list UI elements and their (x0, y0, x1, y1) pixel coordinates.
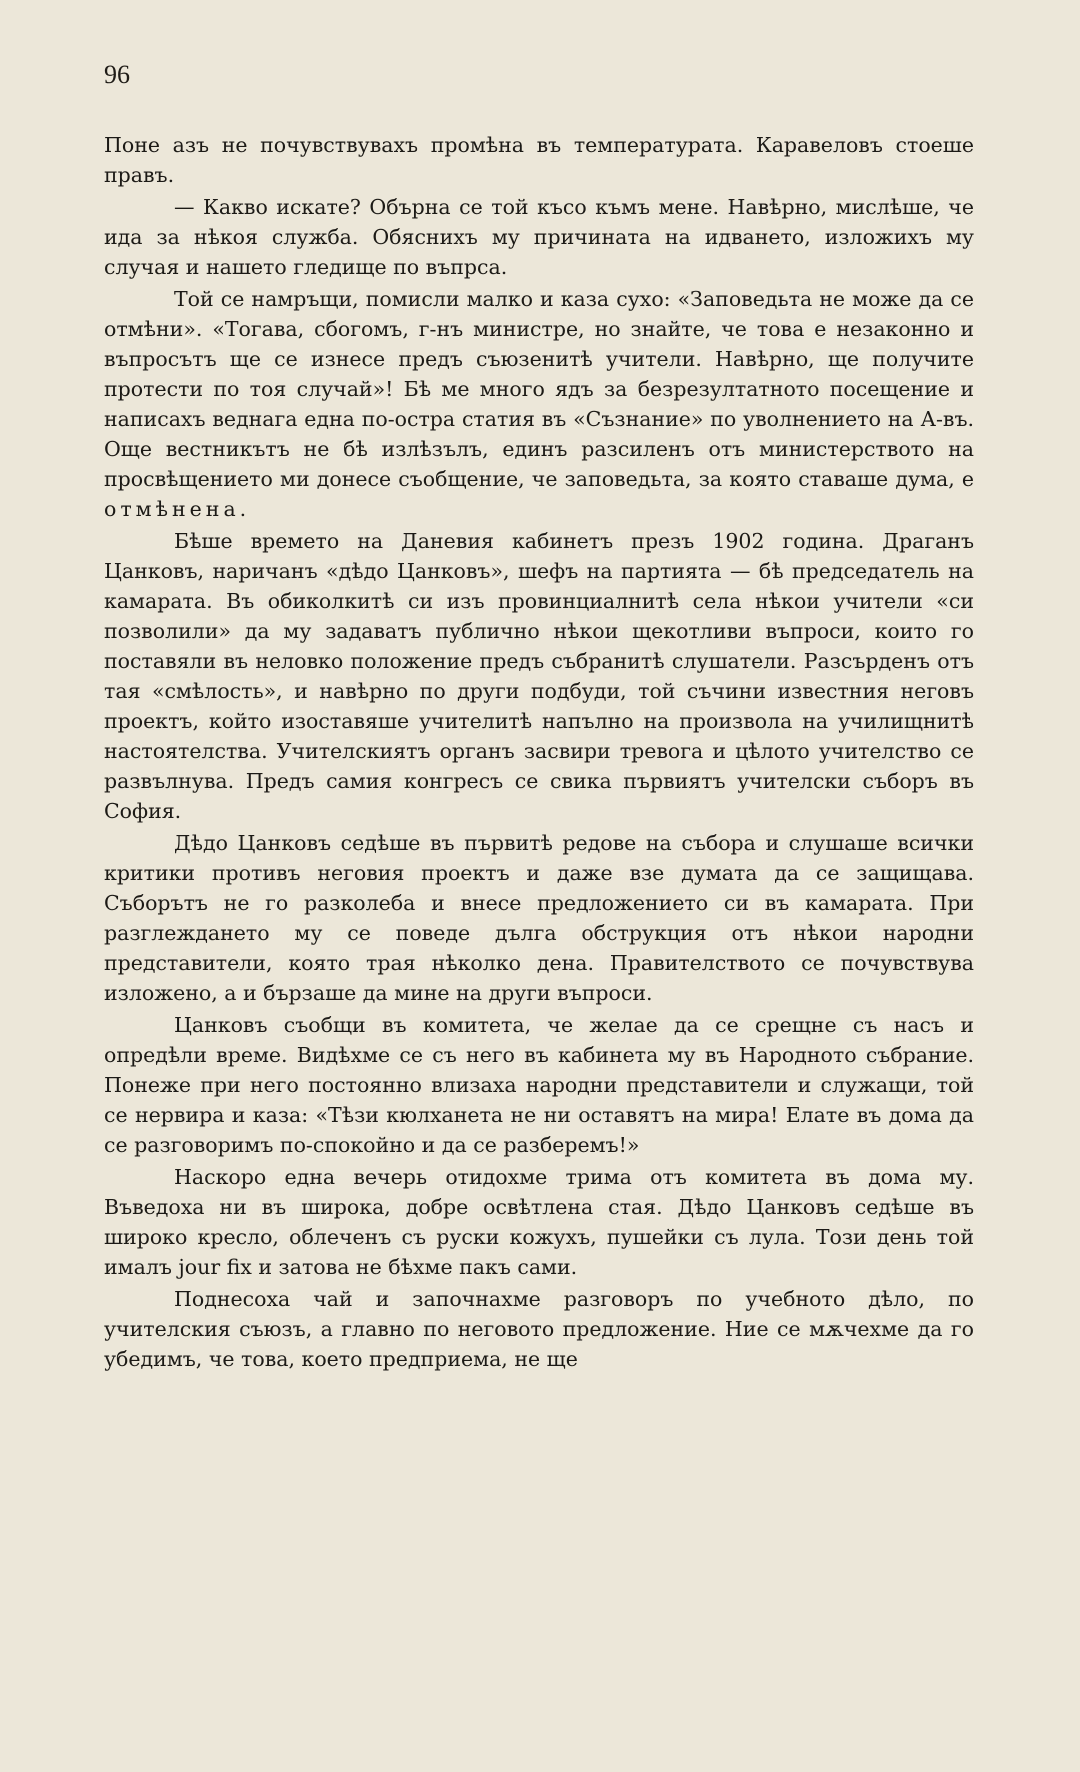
paragraph-3-text: Той се намръщи, помисли малко и каза сухо: «Заповедьта не може да се отмѣни». «Тогава, сбогомъ, г-нъ министре, но знайте, че това е незаконно и въпросътъ ще се изнесе предъ съюзенитѣ учители. Навѣрно, ще получите протести по тоя случай»! Бѣ ме много ядъ за безрезултатното посещение и написахъ веднага една по-остра статия въ «Съзнание» по уволнението на А-въ. Още вестникътъ не бѣ излѣзълъ, единъ разсиленъ отъ министерството на просвѣщението ми донесе съобщение, че заповедьта, за която ставаше дума, е (104, 287, 974, 491)
paragraph-2: — Какво искате? Обърна се той късо къмъ мене. Навѣрно, мислѣше, че ида за нѣкоя служба. Обяснихъ му причината на идването, изложихъ му случая и нашето гледище по въпрса. (104, 195, 974, 279)
paragraph-7: Наскоро една вечерь отидохме трима отъ комитета въ дома му. Въведоха ни въ широка, добре освѣтлена стая. Дѣдо Цанковъ седѣше въ широко кресло, облеченъ съ руски кожухъ, пушейки съ лула. Този день той ималъ jour fix и затова не бѣхме пакъ сами. (104, 1165, 974, 1279)
body-text (104, 130, 974, 1376)
paragraph-8: Поднесоха чай и започнахме разговоръ по учебното дѣло, по учителския съюзъ, а главно по неговото предложение. Ние се мѫчехме да го убедимъ, че това, което предприема, не ще (104, 1287, 974, 1371)
paragraph-1: Поне азъ не почувствувахъ промѣна въ температурата. Карaвеловъ стоеше правъ. (104, 133, 974, 187)
page-number: 96 (104, 60, 130, 89)
paragraph-6: Цанковъ съобщи въ комитета, че желае да се срещне съ насъ и опредѣли време. Видѣхме се съ него въ кабинета му въ Народното събрание. Понеже при него постоянно влизаха народни представители и служащи, той се нервира и каза: «Тѣзи кюлханета не ни оставятъ на мира! Елате въ дома да се разговоримъ по-спокойно и да се разберемъ!» (104, 1013, 974, 1157)
paragraph-5: Дѣдо Цанковъ седѣше въ първитѣ редове на събора и слушаше всички критики противъ неговия проектъ и даже взе думата да се защищава. Съборътъ не го разколеба и внесе предложението си въ камарата. При разглеждането му се поведе дълга обструкция отъ нѣкои народни представители, която трая нѣколко дена. Правителството се почувствува изложено, а и бързаше да мине на други въпроси. (104, 831, 974, 1005)
paragraph-3-emphasis: отмѣнена. (104, 497, 251, 521)
paragraph-3 (104, 284, 974, 524)
paragraph-4: Бѣше времето на Даневия кабинетъ презъ 1902 година. Драганъ Цанковъ, наричанъ «дѣдо Цанковъ», шефъ на партията — бѣ председатель на камарата. Въ обиколкитѣ си изъ провинциалнитѣ села нѣкои учители «си позволили» да му задаватъ публично нѣкои щекотливи въпроси, които го поставяли въ неловко положение предъ събранитѣ слушатели. Разсърденъ отъ тая «смѣлость», и навѣрно по други подбуди, той съчини известния неговъ проектъ, който изоставяше учителитѣ напълно на произвола на училищнитѣ настоятелства. Учителскиятъ органъ засвири тревога и цѣлото учителство се развълнува. Предъ самия конгресъ се свика първиятъ учителски съборъ въ София. (104, 529, 974, 823)
